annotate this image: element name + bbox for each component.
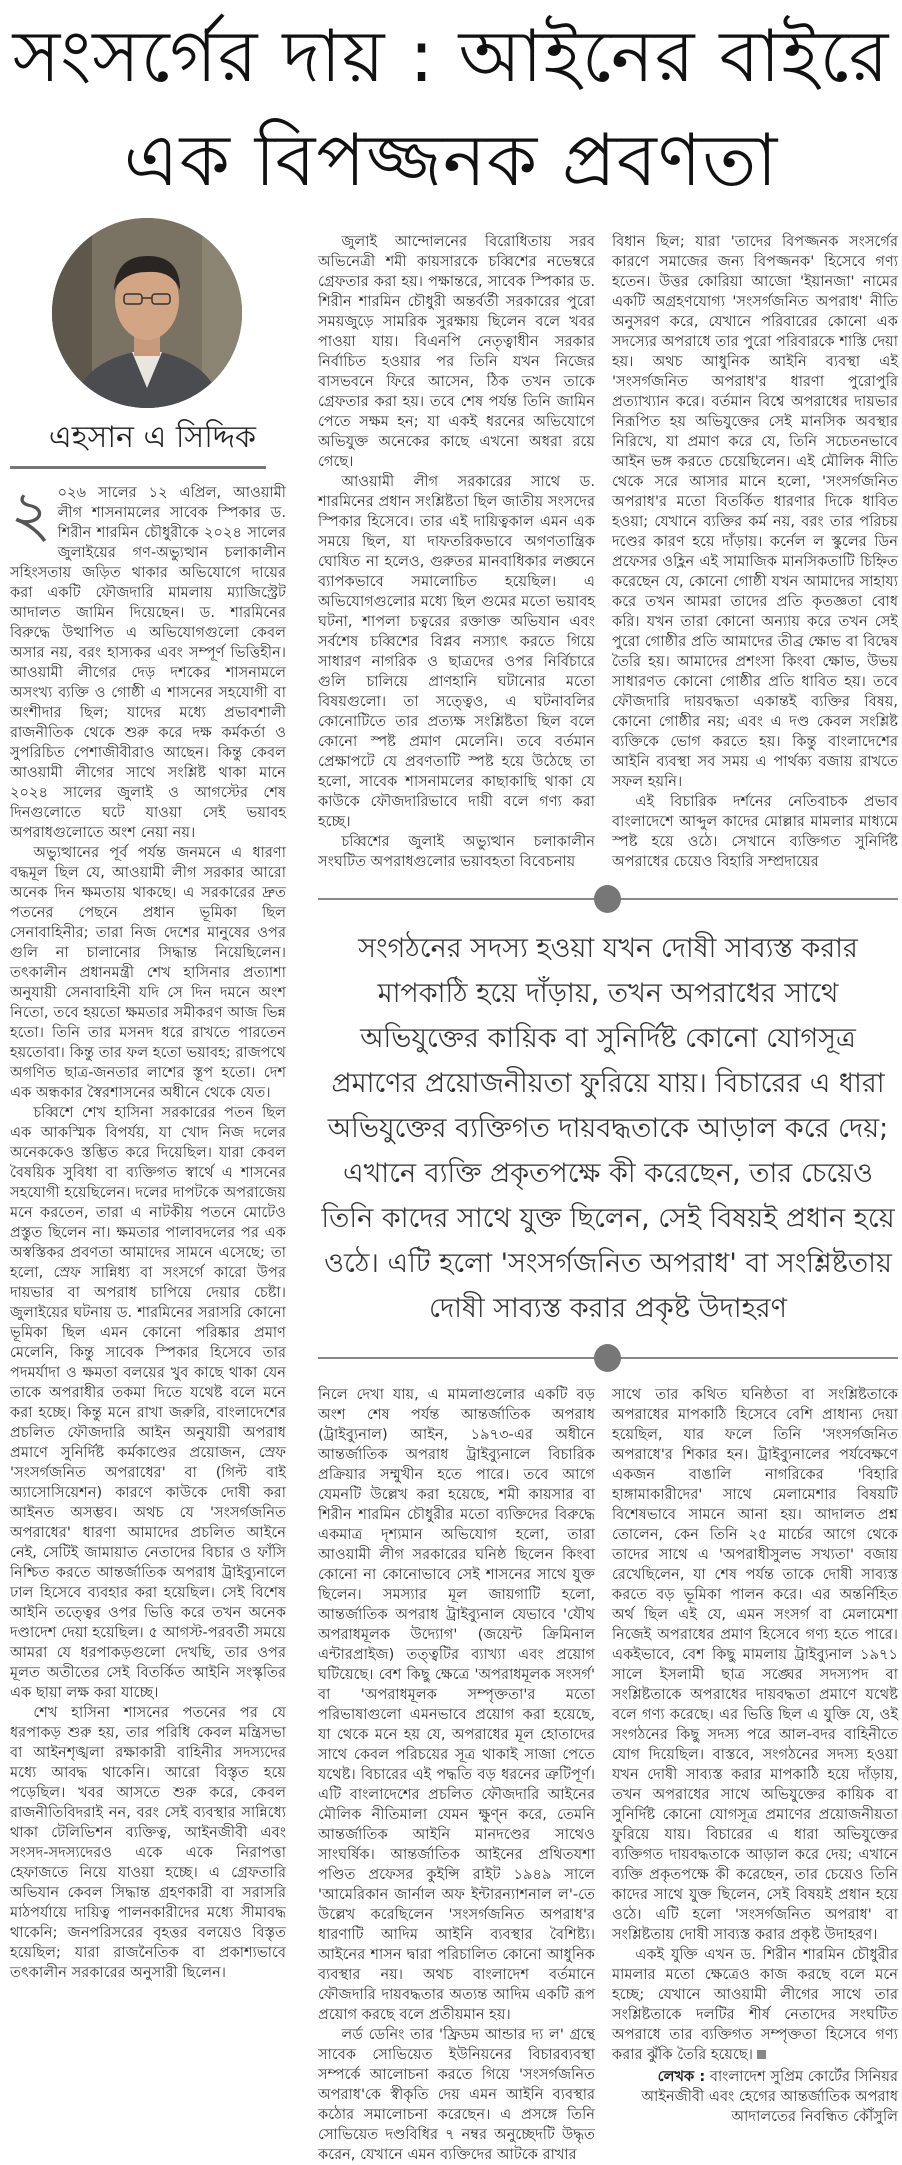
left-column-area bbox=[10, 218, 286, 1983]
paragraph: চব্বিশের জুলাই অভ্যুত্থান চলাকালীন সংঘটিত অপরাধগুলোর ভয়াবহতা বিবেচনায় bbox=[318, 833, 595, 870]
column-3-top bbox=[612, 232, 898, 872]
bottom-columns bbox=[318, 1385, 898, 2165]
headline-line-2: এক বিপজ্জনক প্রবণতা bbox=[123, 118, 779, 202]
paragraph: চব্বিশে শেখ হাসিনা সরকারের পতন ছিল এক আকস্মিক বিপর্যয়, যা খোদ নিজ দলের অনেককেও স্তম্ভিত করে দিয়েছিল। যারা কেবল বৈষয়িক সুবিধা বা ব্যক্তিগত স্বার্থে এ শাসনের সহযোগী হয়েছিলেন। দলের দাপটকে অপরাজেয় মনে করতেন, তারা এ নাটকীয় পতনে মোটেও প্রস্তুত ছিলেন না। ক্ষমতার পালাবদলের পর এক অস্বস্তিকর প্রবণতা আমাদের সামনে এসেছে; তা হলো, স্রেফ সান্নিধ্য বা সংসর্গে কারো উপর দায়ভার বা অপরাধ চাপিয়ে দেয়ার চেষ্টা। জুলাইয়ের ঘটনায় ড. শারমিনের সরাসরি কোনো ভূমিকা ছিল এমন কোনো পরিষ্কার প্রমাণ মেলেনি, কিন্তু সাবেক স্পিকার হিসেবে তার পদমর্যাদা ও ক্ষমতা বলয়ের খুব কাছে থাকা যেন তাকে অপরাধীর তকমা দিতে যথেষ্ট বলে মনে করা হচ্ছে। কিন্তু মনে রাখা জরুরি, বাংলাদেশের প্রচলিত ফৌজদারি আইন অনুযায়ী অপরাধ প্রমাণে সুনির্দিষ্ট কর্মকাণ্ডের প্রয়োজন, স্রেফ 'সংসর্গজনিত অপরাধের' বা (গিল্ট বাই অ্যাসোসিয়েশন) কারণে কাউকে দোষী করা আইনত অসম্ভব। অথচ যে 'সংসর্গজনিত অপরাধের' ধারণা আমাদের প্রচলিত আইনে নেই, সেটিই জামায়াত নেতাদের বিচার ও ফাঁসি নিশ্চিত করতে আন্তর্জাতিক অপরাধ ট্রাইব্যুনালে ঢাল হিসেবে ব্যবহার করা হয়েছিল। সেই বিশেষ আইনি তত্ত্বের ওপর ভিত্তি করে তখন অনেক দণ্ডাদেশ দেয়া হয়েছিল। ৫ আগস্ট-পরবর্তী সময়ে আমরা যে ধরপাকড়গুলো দেখছি, তার ওপর মূলত অতীতের সেই বিতর্কিত আইনি সংস্কৃতির এক ছায়া লক্ষ করা যাচ্ছে। bbox=[10, 1104, 286, 1701]
author-note-label: লেখক : bbox=[657, 2068, 706, 2085]
divider-dot-icon bbox=[594, 1344, 621, 1372]
drop-cap: ২ bbox=[10, 478, 52, 552]
author-byline: এহসান এ সিদ্দিক bbox=[48, 420, 256, 455]
column-2-top bbox=[318, 232, 595, 872]
paragraph: লর্ড ডেনিং তার 'ফ্রিডম আন্ডার দ্য ল' গ্রন্থে সাবেক সোভিয়েত ইউনিয়নের বিচারব্যবস্থা সম্পর্কে আলোচনা করতে গিয়ে 'সংসর্গজনিত অপরাধ'কে স্বীকৃতি দেয় এমন আইনি ব্যবস্থার কঠোর সমালোচনা করেছেন। এ প্রসঙ্গে তিনি সোভিয়েত দণ্ডবিধির ৭ নম্বর অনুচ্ছেদটি উদ্ধৃত করেন, যেখানে এমন ব্যক্তিদের আটকে রাখার bbox=[318, 2026, 595, 2163]
pull-quote-divider-top bbox=[318, 882, 898, 916]
headline-line-1: সংসর্গের দায় : আইনের বাইরে bbox=[12, 14, 890, 98]
paragraph: এই বিচারিক দর্শনের নেতিবাচক প্রভাব বাংলাদেশে আব্দুল কাদের মোল্লার মামলার মাধ্যমে স্পষ্ট হয়ে ওঠে। সেখানে ব্যক্তিগত সুনির্দিষ্ট অপরাধের চেয়েও বিহারি সম্প্রদায়ের bbox=[612, 793, 898, 870]
pull-quote: সংগঠনের সদস্য হওয়া যখন দোষী সাব্যস্ত করার মাপকাঠি হয়ে দাঁড়ায়, তখন অপরাধের সাথে অভিযুক্তের কায়িক বা সুনির্দিষ্ট কোনো যোগসূত্র প্রমাণের প্রয়োজনীয়তা ফুরিয়ে যায়। বিচারের এ ধারা অভিযুক্তের ব্যক্তিগত দায়বদ্ধতাকে আড়াল করে দেয়; এখানে ব্যক্তি প্রকৃতপক্ষে কী করেছেন, তার চেয়েও তিনি কাদের সাথে যুক্ত ছিলেন, সেই বিষয়ই প্রধান হয়ে ওঠে। এটি হলো 'সংসর্গজনিত অপরাধ' বা সংশ্লিষ্টতায় দোষী সাব্যস্ত করার প্রকৃষ্ট উদাহরণ bbox=[321, 933, 895, 1324]
end-mark-icon bbox=[757, 2050, 766, 2059]
paragraph: জুলাই আন্দোলনের বিরোধিতায় সরব অভিনেত্রী শমী কায়সারকে চব্বিশের নভেম্বরে গ্রেফতার করা হয়। পক্ষান্তরে, সাবেক স্পিকার ড. শিরীন শারমিন চৌধুরী অন্তর্বর্তী সরকারের পুরো সময়জুড়ে সামরিক সুরক্ষায় ছিলেন বলে খবর পাওয়া যায়। বিএনপি নেতৃত্বাধীন সরকার নির্বাচিত হওয়ার পর তিনি যখন নিজের বাসভবনে ফিরে আসেন, ঠিক তখন তাকে গ্রেফতার করা হয়। তবে শেষ পর্যন্ত তিনি জামিন পেতে সক্ষম হন; যা একই ধরনের অভিযোগে অভিযুক্ত অনেকের কাছে এখনো অধরা রয়ে গেছে। bbox=[318, 233, 595, 470]
paragraph: নিলে দেখা যায়, এ মামলাগুলোর একটি বড় অংশ শেষ পর্যন্ত আন্তর্জাতিক অপরাধ (ট্রাইব্যুনাল) আইন, ১৯৭৩-এর অধীনে আন্তর্জাতিক অপরাধ ট্রাইব্যুনালে বিচারিক প্রক্রিয়ার সম্মুখীন হতে পারে। তবে আগে যেমনটি উল্লেখ করা হয়েছে, শমী কায়সার বা শিরীন শারমিন চৌধুরীর মতো ব্যক্তিদের বিরুদ্ধে একমাত্র দৃশ্যমান অভিযোগ হলো, তারা আওয়ামী লীগ সরকারের ঘনিষ্ঠ ছিলেন কিংবা কোনো না কোনোভাবে সেই শাসনের সাথে যুক্ত ছিলেন। সমস্যার মূল জায়গাটি হলো, আন্তর্জাতিক অপরাধ ট্রাইব্যুনাল যেভাবে 'যৌথ অপরাধমূলক উদ্যোগ' (জয়েন্ট ক্রিমিনাল এন্টারপ্রাইজ) তত্ত্বটির ব্যাখ্যা এবং প্রয়োগ ঘটিয়েছে। বেশ কিছু ক্ষেত্রে 'অপরাধমূলক সংসর্গ' বা 'অপরাধমূলক সম্পৃক্ততা'র মতো পরিভাষাগুলো এমনভাবে প্রয়োগ করা হয়েছে, যা থেকে মনে হয় যে, অপরাধের মূল হোতাদের সাথে কেবল পরিচয়ের সূত্র থাকাই সাজা পেতে যথেষ্ট। বিচারের এই পদ্ধতি বড় ধরনের ত্রুটিপূর্ণ। এটি বাংলাদেশের প্রচলিত ফৌজদারি আইনের মৌলিক নীতিমালা যেমন ক্ষুণ্ন করে, তেমনি আন্তর্জাতিক আইনি মানদণ্ডের সাথেও সাংঘর্ষিক। আন্তর্জাতিক আইনের প্রথিতযশা পণ্ডিত প্রফেসর কুইন্সি রাইট ১৯৪৯ সালে 'আমেরিকান জার্নাল অফ ইন্টারন্যাশনাল ল'-তে উল্লেখ করেছিলেন 'সংসর্গজনিত অপরাধ'র ধারণাটি আদিম আইনি ব্যবস্থার বৈশিষ্ট্য। আইনের শাসন দ্বারা পরিচালিত কোনো আধুনিক ব্যবস্থার নয়। অথচ বাংলাদেশ বর্তমানে ফৌজদারি দায়বদ্ধতার অত্যন্ত আদিম একটি রূপ প্রয়োগ করছে বলে প্রতীয়মান হয়। bbox=[318, 1386, 595, 2023]
paragraph: শেখ হাসিনা শাসনের পতনের পর যে ধরপাকড় শুরু হয়, তার পরিধি কেবল মন্ত্রিসভা বা আইনশৃঙ্খলা রক্ষাকারী বাহিনীর সদস্যদের মধ্যে আবদ্ধ থাকেনি। আরো বিস্তৃত হয়ে পড়েছিল। খবর আসতে শুরু করে, কেবল রাজনীতিবিদরাই নন, বরং সেই ব্যবস্থার সান্নিধ্যে থাকা টেলিভিশন ব্যক্তিত্ব, আইনজীবী এবং সংসদ-সদস্যদেরও একে একে নিরাপত্তা হেফাজতে নিয়ে যাওয়া হচ্ছে। এ গ্রেফতারি অভিযান কেবল সিদ্ধান্ত গ্রহণকারী বা সরাসরি মাঠপর্যায়ে দায়িত্ব পালনকারীদের মধ্যে সীমাবদ্ধ থাকেনি; জনপরিসরের বৃহত্তর বলয়েও বিস্তৃত হয়েছিল; যারা রাজনৈতিক বা প্রকাশ্যভাবে তৎকালীন সরকারের অনুসারী ছিলেন। bbox=[10, 1704, 286, 1981]
paragraph-text: ০২৬ সালের ১২ এপ্রিল, আওয়ামী লীগ শাসনামলের সাবেক স্পিকার ড. শিরীন শারমিন চৌধুরীকে ২০২৪ সালের জুলাইয়ের গণ-অভ্যুত্থান চলাকালীন সহিংসতায় জড়িত থাকার অভিযোগে দায়ের করা একটি ফৌজদারি মামলায় ম্যাজিস্ট্রেট আদালত জামিন দিয়েছেন। ড. শারমিনের বিরুদ্ধে উত্থাপিত এ অভিযোগগুলো কেবল অসার নয়, বরং হাস্যকর এবং সম্পূর্ণ ভিত্তিহীন। আওয়ামী লীগের দেড় দশকের শাসনামলে অসংখ্য ব্যক্তি ও গোষ্ঠী এ শাসনের সহযোগী বা অংশীদার ছিল; যাদের মধ্যে প্রভাবশালী রাজনীতিক থেকে শুরু করে দক্ষ কর্মকর্তা ও সুপরিচিত পেশাজীবীরাও আছেন। কিন্তু কেবল আওয়ামী লীগের সাথে সংশ্লিষ্ট থাকা মানে ২০২৪ সালের জুলাই ও আগস্টের শেষ দিনগুলোতে ঘটে যাওয়া সেই ভয়াবহ অপরাধগুলোতে অংশ নেয়া নয়। bbox=[10, 484, 286, 841]
divider-dot-icon bbox=[594, 885, 621, 913]
column-2-bottom bbox=[318, 1385, 595, 2165]
paragraph bbox=[612, 1945, 898, 2065]
top-columns bbox=[318, 232, 898, 872]
paragraph: বিধান ছিল; যারা 'তাদের বিপজ্জনক সংসর্গের কারণে সমাজের জন্য বিপজ্জনক' হিসেবে গণ্য হতেন। উত্তর কোরিয়া আজো 'ইয়ানজা' নামের একটি অগ্রহণযোগ্য 'সংসর্গজনিত অপরাধ' নীতি অনুসরণ করে, যেখানে পরিবারের কোনো এক সদস্যের অপরাধে তার পুরো পরিবারকে শাস্তি দেয়া হয়। অথচ আধুনিক আইনি ব্যবস্থা এই 'সংসর্গজনিত অপরাধ'র ধারণা পুরোপুরি প্রত্যাখ্যান করে। বর্তমান বিশ্বে অপরাধের দায়ভার নিরূপিত হয় অভিযুক্তের সেই মানসিক অবস্থার নিরিখে, যা প্রমাণ করে যে, তিনি সচেতনভাবে আইন ভঙ্গ করতে চেয়েছিলেন। এই মৌলিক নীতি থেকে সরে আসার মানে হলো, 'সংসর্গজনিত অপরাধ'র মতো বিতর্কিত ধারণার দিকে ধাবিত হওয়া; যেখানে ব্যক্তির কর্ম নয়, বরং তার পরিচয় দণ্ডের কারণ হয়ে দাঁড়ায়। কর্নেল ল স্কুলের ডিন প্রফেসর ওহ্লিন এই সামাজিক মানসিকতাটি চিহ্নিত করেছেন যে, কোনো গোষ্ঠী যখন আমাদের সাহায্য করে তখন আমরা তাদের প্রতি কৃতজ্ঞতা বোধ করি। যখন তারা কোনো অন্যায় করে তখন সেই পুরো গোষ্ঠীর প্রতি আমাদের তীব্র ক্ষোভ বা বিদ্বেষ তৈরি হয়। আমাদের প্রশংসা কিংবা ক্ষোভ, উভয় সাধারণত কোনো গোষ্ঠীর প্রতি ধাবিত হয়। তবে ফৌজদারি দায়বদ্ধতা একান্তই ব্যক্তির বিষয়, কোনো গোষ্ঠীর নয়; এবং এ দণ্ড কেবল সংশ্লিষ্ট ব্যক্তিকে ভোগ করতে হয়। কিন্তু বাংলাদেশের আইনি ব্যবস্থা সব সময় এ পার্থক্য বজায় রাখতে সফল হয়নি। bbox=[612, 233, 898, 790]
paragraph: সাথে তার কথিত ঘনিষ্ঠতা বা সংশ্লিষ্টতাকে অপরাধের মাপকাঠি হিসেবে বেশি প্রাধান্য দেয়া হয়েছিল, যার ফলে তিনি 'সংসর্গজনিত অপরাধে'র শিকার হন। ট্রাইব্যুনালের পর্যবেক্ষণে একজন বাঙালি নাগরিকের 'বিহারি হাঙ্গামাকারীদের' সাথে মেলামেশার বিষয়টি বিশেষভাবে সামনে আনা হয়। আদালত প্রশ্ন তোলেন, কেন তিনি ২৫ মার্চের আগে থেকে তাদের সাথে এ 'অপরাধীসুলভ সখ্যতা' বজায় রেখেছিলেন, যা শেষ পর্যন্ত তাকে দোষী সাব্যস্ত করতে বড় ভূমিকা পালন করে। এর অন্তর্নিহিত অর্থ ছিল এই যে, এমন সংসর্গ বা মেলামেশা নিজেই অপরাধের প্রমাণ হিসেবে গণ্য হতে পারে। একইভাবে, বেশ কিছু মামলায় ট্রাইব্যুনাল ১৯৭১ সালে ইসলামী ছাত্র সঙ্ঘের সদস্যপদ বা সংশ্লিষ্টতাকে অপরাধের দায়বদ্ধতা প্রমাণে যথেষ্ট বলে গণ্য করেছে। এর ভিত্তি ছিল এ যুক্তি যে, ওই সংগঠনের কিছু সদস্য পরে আল-বদর বাহিনীতে যোগ দিয়েছিল। বাস্তবে, সংগঠনের সদস্য হওয়া যখন দোষী সাব্যস্ত করার মাপকাঠি হয়ে দাঁড়ায়, তখন অপরাধের সাথে অভিযুক্তের কায়িক বা সুনির্দিষ্ট কোনো যোগসূত্র প্রমাণের প্রয়োজনীয়তা ফুরিয়ে যায়। বিচারের এ ধারা অভিযুক্তের ব্যক্তিগত দায়বদ্ধতাকে আড়াল করে দেয়; এখানে ব্যক্তি প্রকৃতপক্ষে কী করেছেন, তার চেয়েও তিনি কাদের সাথে যুক্ত ছিলেন, সেই বিষয়ই প্রধান হয়ে ওঠে। এটি হলো 'সংসর্গজনিত অপরাধ' বা সংশ্লিষ্টতায় দোষী সাব্যস্ত করার প্রকৃষ্ট উদাহরণ। bbox=[612, 1386, 898, 1943]
headline bbox=[0, 0, 902, 212]
author-note bbox=[612, 2067, 898, 2127]
author-note-text: বাংলাদেশ সুপ্রিম কোর্টের সিনিয়র আইনজীবী এবং হেগের আন্তর্জাতিক অপরাধ আদালতের নিবন্ধিত কৌঁসুলি bbox=[641, 2068, 898, 2125]
paragraph: অভ্যুত্থানের পূর্ব পর্যন্ত জনমনে এ ধারণা বদ্ধমূল ছিল যে, আওয়ামী লীগ সরকার আরো অনেক দিন ক্ষমতায় থাকছে। এ সরকারের দ্রুত পতনের পেছনে প্রধান ভূমিকা ছিল সেনাবাহিনীর; তারা নিজ দেশের মানুষের ওপর গুলি না চালানোর সিদ্ধান্ত নিয়েছিলেন। তৎকালীন প্রধানমন্ত্রী শেখ হাসিনার প্রত্যাশা অনুযায়ী সেনাবাহিনী যদি সে দিন দমনে অংশ নিতো, তবে হয়তো ক্ষমতার সমীকরণ আজ ভিন্ন হতো। তিনি তার মসনদ ধরে রাখতে পারতেন হয়তোবা। কিন্তু তার ফল হতো ভয়াবহ; রাজপথে অগণিত ছাত্র-জনতার লাশের স্তূপ হতো। দেশ এক অন্ধকার স্বৈরশাসনের অধীনে থেকে যেত। bbox=[10, 844, 286, 1101]
column-3-bottom bbox=[612, 1385, 898, 2127]
paragraph bbox=[10, 478, 286, 843]
paragraph: আওয়ামী লীগ সরকারের সাথে ড. শারমিনের প্রধান সংশ্লিষ্টতা ছিল জাতীয় সংসদের স্পিকার হিসেবে। তার এই দায়িত্বকাল এমন এক সময়ে ছিল, যা দাফতরিকভাবে অগণতান্ত্রিক ঘোষিত না হলেও, গুরুতর মানবাধিকার লঙ্ঘনে ব্যাপকভাবে সমালোচিত হয়েছিল। এ অভিযোগগুলোর মধ্যে ছিল গুমের মতো ভয়াবহ ঘটনা, শাপলা চত্বরের রক্তাক্ত অভিযান এবং সর্বশেষ চব্বিশের বিপ্লব নস্যাৎ করতে গিয়ে সাধারণ নাগরিক ও ছাত্রদের ওপর নির্বিচারে গুলি চালিয়ে প্রাণহানি ঘটানোর মতো বিষয়গুলো। তা সত্ত্বেও, এ ঘটনাবলির কোনোটিতে তার প্রত্যক্ষ সংশ্লিষ্টতা ছিল বলে কোনো স্পষ্ট প্রমাণ মেলেনি। তবে বর্তমান প্রেক্ষাপটে যে প্রবণতাটি স্পষ্ট হয়ে উঠেছে তা হলো, সাবেক শাসনামলের কাছাকাছি থাকা যে কাউকে ফৌজদারিভাবে দায়ী বলে গণ্য করা হচ্ছে। bbox=[318, 473, 595, 830]
pull-quote-divider-bottom bbox=[318, 1341, 898, 1375]
byline-rule bbox=[10, 466, 266, 469]
right-column-area bbox=[318, 218, 898, 2165]
column-1 bbox=[10, 478, 286, 1983]
author-photo bbox=[52, 218, 242, 408]
article-body bbox=[0, 212, 902, 2165]
author-portrait-icon bbox=[52, 218, 242, 408]
paragraph-text: একই যুক্তি এখন ড. শিরীন শারমিন চৌধুরীর মামলার মতো ক্ষেত্রেও কাজ করছে বলে মনে হচ্ছে; যেখানে আওয়ামী লীগের সাথে তার সংশ্লিষ্টতাকে দলটির শীর্ষ নেতাদের সংঘটিত অপরাধে তার ব্যক্তিগত সম্পৃক্ততা হিসেবে গণ্য করার ঝুঁকি তৈরি হয়েছে। bbox=[612, 1946, 898, 2063]
